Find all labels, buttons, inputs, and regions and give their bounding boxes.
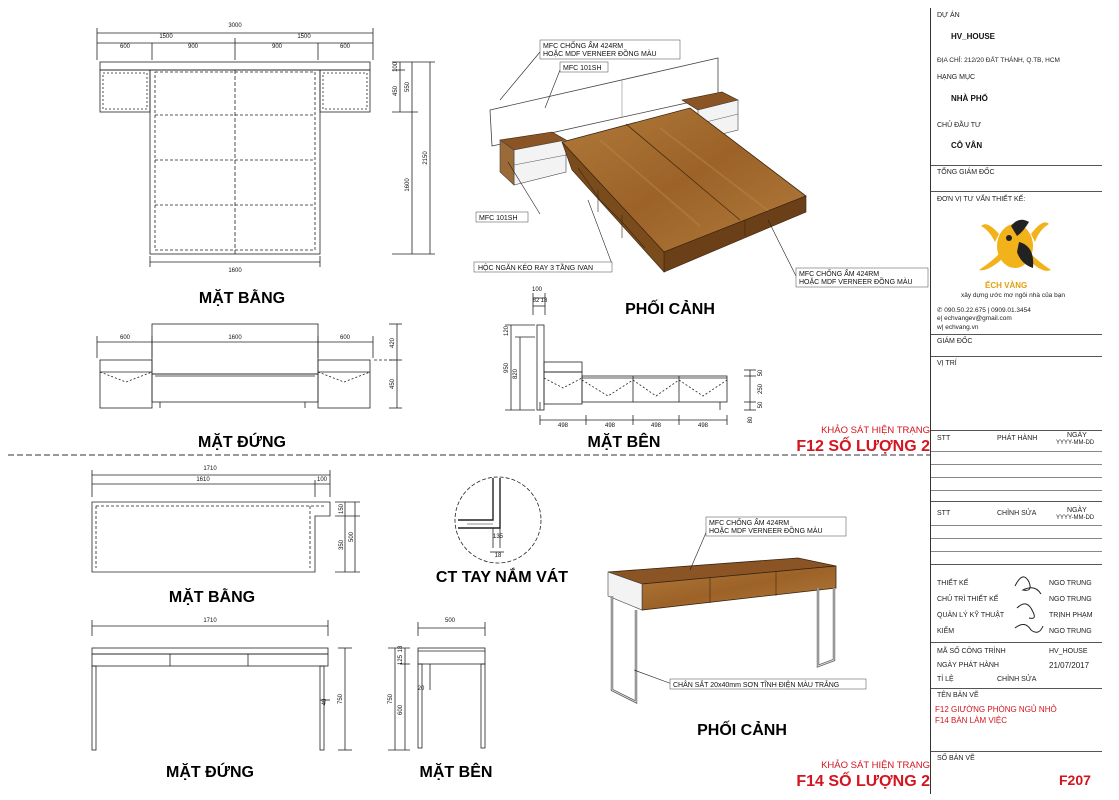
issue-date-header: NGÀY xyxy=(1067,432,1087,439)
contact-email xyxy=(937,315,1012,322)
bottom-survey-label: KHẢO SÁT HIỆN TRẠNG xyxy=(821,760,930,771)
revision-col-header: CHỈNH SỬA xyxy=(997,510,1037,517)
web-icon: w| xyxy=(937,324,946,331)
category-value: NHÀ PHỐ xyxy=(951,94,988,103)
note-mfc-101-left: MFC 101SH xyxy=(479,215,518,222)
dim-text: 1710 xyxy=(203,466,217,472)
revision-label: CHỈNH SỬA xyxy=(997,676,1037,683)
dim-text: 900 xyxy=(187,44,199,50)
project-code-label: MÃ SỐ CÔNG TRÌNH xyxy=(937,648,1006,655)
bed-perspective-render xyxy=(490,58,806,272)
dim-text: 18 xyxy=(398,645,404,653)
director-general-label: TỔNG GIÁM ĐỐC xyxy=(937,169,995,176)
top-survey-label: KHẢO SÁT HIỆN TRẠNG xyxy=(821,425,930,436)
desk-plan-view xyxy=(92,470,360,572)
dim-text: 420 xyxy=(390,337,396,349)
note-mfc-top-2: HOẶC MDF VERNEER ĐỒNG MÀU xyxy=(543,51,657,58)
dim-text: 600 xyxy=(339,44,351,50)
desk-side-view xyxy=(388,622,485,750)
dim-text: 100 xyxy=(316,477,328,483)
dim-text: 500 xyxy=(444,618,456,624)
revision-date-format: YYYY-MM-DD xyxy=(1056,515,1095,521)
director-label: GIÁM ĐỐC xyxy=(937,338,973,345)
dim-text: 500 xyxy=(349,531,355,543)
project-value: HV_HOUSE xyxy=(951,32,996,41)
phone-text: 090.50.22.675 | 0909.01.3454 xyxy=(944,307,1031,314)
consultant-label: ĐƠN VỊ TƯ VẤN THIẾT KẾ: xyxy=(937,196,1026,203)
issue-col-header: PHÁT HÀNH xyxy=(997,435,1038,442)
staff-name: NGO TRUNG xyxy=(1049,628,1092,635)
dim-text: 20 xyxy=(417,686,425,692)
dim-text: 498 xyxy=(604,423,616,429)
category-label: HẠNG MỤC xyxy=(937,74,976,81)
dim-text: 250 xyxy=(758,383,764,395)
position-label: VỊ TRÍ xyxy=(937,360,957,367)
desk-plan-title: MẶT BẰNG xyxy=(168,589,256,606)
email-text: echvangev@gmail.com xyxy=(944,315,1012,322)
dim-text: 50 xyxy=(758,369,764,377)
dim-text: 1710 xyxy=(203,618,217,624)
dim-text: 1600 xyxy=(228,268,242,274)
note-drawer: HỘC NGĂN KÉO RAY 3 TẦNG IVAN xyxy=(478,265,594,272)
bed-plan-view xyxy=(97,28,435,267)
top-code-label: F12 SỐ LƯỢNG 2 xyxy=(796,438,930,455)
staff-role: KIỂM xyxy=(937,628,955,635)
headboard-fill xyxy=(152,324,318,374)
investor-label: CHỦ ĐẦU TƯ xyxy=(937,122,981,129)
project-label: DỰ ÁN xyxy=(937,12,960,19)
bed-elevation-title: MẶT ĐỨNG xyxy=(198,434,286,451)
logo-name: ẾCH VÀNG xyxy=(985,281,1028,290)
drawing-name-label: TÊN BẢN VẼ xyxy=(937,692,979,699)
address-text: ĐỊA CHỈ: 212/20 ĐẤT THÁNH, Q.TB, HCM xyxy=(937,57,1060,64)
note-mfc-101-top: MFC 101SH xyxy=(563,65,602,72)
staff-role: QUẢN LÝ KỸ THUẬT xyxy=(937,612,1005,619)
handle-detail-title: CT TAY NẮM VÁT xyxy=(435,569,569,586)
dim-text: 82 xyxy=(532,298,540,304)
dim-text: 498 xyxy=(557,423,569,429)
project-code-value: HV_HOUSE xyxy=(1049,648,1088,655)
issue-date-label: NGÀY PHÁT HÀNH xyxy=(937,662,999,669)
dim-text: 80 xyxy=(748,416,754,424)
dim-text: 120 xyxy=(504,325,510,337)
web-text: echvang.vn xyxy=(945,324,979,331)
investor-value: CÔ VÂN xyxy=(951,141,983,150)
dim-text: 750 xyxy=(388,693,394,705)
dim-text: 750 xyxy=(338,693,344,705)
dim-text: 100 xyxy=(531,287,543,293)
dim-text: 600 xyxy=(119,44,131,50)
note-desk-legs: CHÂN SẮT 20x40mm SƠN TĨNH ĐIỆN MÀU TRẮNG xyxy=(673,682,840,689)
bed-perspective-title: PHỐI CẢNH xyxy=(625,301,715,318)
dim-text: 498 xyxy=(650,423,662,429)
dim-text: 450 xyxy=(390,378,396,390)
note-desk-mfc-2: HOẶC MDF VERNEER ĐỒNG MÀU xyxy=(709,528,823,535)
dim-text: 2150 xyxy=(423,151,429,165)
staff-name: TRỊNH PHẠM xyxy=(1049,612,1093,619)
dim-text: 950 xyxy=(504,362,510,374)
bed-plan-title: MẶT BẰNG xyxy=(198,290,286,307)
dim-text: 18 xyxy=(494,553,502,559)
bed-side-title: MẶT BÊN xyxy=(587,434,661,451)
frog-logo-icon xyxy=(973,212,1053,280)
dim-text: 498 xyxy=(697,423,709,429)
staff-name: NGO TRUNG xyxy=(1049,580,1092,587)
revision-date-header: NGÀY xyxy=(1067,507,1087,514)
note-mfc-right: MFC CHỐNG ẨM 424RM xyxy=(799,271,880,278)
dim-text: 1500 xyxy=(159,34,173,40)
note-mfc-top: MFC CHỐNG ẨM 424RM xyxy=(543,43,624,50)
desk-perspective-title: PHỐI CẢNH xyxy=(697,722,787,739)
dim-text: 600 xyxy=(398,704,404,716)
staff-role: THIẾT KẾ xyxy=(937,580,969,587)
dim-text: 1600 xyxy=(405,178,411,192)
dim-text: 900 xyxy=(271,44,283,50)
desk-elevation-view xyxy=(92,620,352,750)
contact-phone xyxy=(937,306,1031,314)
staff-name: NGO TRUNG xyxy=(1049,596,1092,603)
drawing-no-value: F207 xyxy=(1059,772,1091,788)
dim-text: 3000 xyxy=(228,23,242,29)
dim-text: 135 xyxy=(492,534,504,540)
dim-text: 1610 xyxy=(196,477,210,483)
dim-text: 50 xyxy=(758,401,764,409)
dim-text: 1500 xyxy=(297,34,311,40)
dim-text: 600 xyxy=(339,335,351,341)
title-block xyxy=(930,8,1102,794)
note-mfc-right-2: HOẶC MDF VERNEER ĐỒNG MÀU xyxy=(799,279,913,286)
dim-text: 125 xyxy=(398,654,404,666)
signature-image xyxy=(1009,568,1049,640)
drawing-no-label: SỐ BẢN VẼ xyxy=(937,755,975,762)
dim-text: 150 xyxy=(339,503,345,515)
logo-slogan: xây dựng ước mơ ngôi nhà của bạn xyxy=(961,292,1065,299)
drawing-name-2: F14 BÀN LÀM VIỆC xyxy=(935,716,1008,725)
dim-text: 820 xyxy=(513,368,519,380)
contact-web xyxy=(937,324,978,331)
dim-text: 100 xyxy=(393,61,399,73)
dim-text: 1600 xyxy=(228,335,242,341)
bed-elevation-view xyxy=(97,324,402,408)
desk-elevation-title: MẶT ĐỨNG xyxy=(166,764,254,781)
drawing-name-1: F12 GIƯỜNG PHÒNG NGỦ NHỎ xyxy=(935,705,1057,714)
dim-text: 350 xyxy=(339,539,345,551)
dim-text: 18 xyxy=(540,298,548,304)
dim-text: 600 xyxy=(119,335,131,341)
staff-role: CHỦ TRÌ THIẾT KẾ xyxy=(937,596,999,603)
handle-detail-view xyxy=(455,477,541,563)
email-icon: e| xyxy=(937,315,945,322)
phone-icon: ✆ xyxy=(937,307,945,314)
scale-label: TỈ LỆ xyxy=(937,676,954,683)
issue-date-value: 21/07/2017 xyxy=(1049,661,1090,670)
desk-side-title: MẶT BÊN xyxy=(419,764,493,781)
issue-date-format: YYYY-MM-DD xyxy=(1056,440,1095,446)
dim-text: 450 xyxy=(393,85,399,97)
dim-text: 550 xyxy=(405,81,411,93)
issue-stt-header: STT xyxy=(937,435,951,442)
note-desk-mfc: MFC CHỐNG ẨM 424RM xyxy=(709,520,790,527)
dim-text: 40 xyxy=(322,698,328,706)
revision-stt-header: STT xyxy=(937,510,951,517)
bottom-code-label: F14 SỐ LƯỢNG 2 xyxy=(796,773,930,790)
